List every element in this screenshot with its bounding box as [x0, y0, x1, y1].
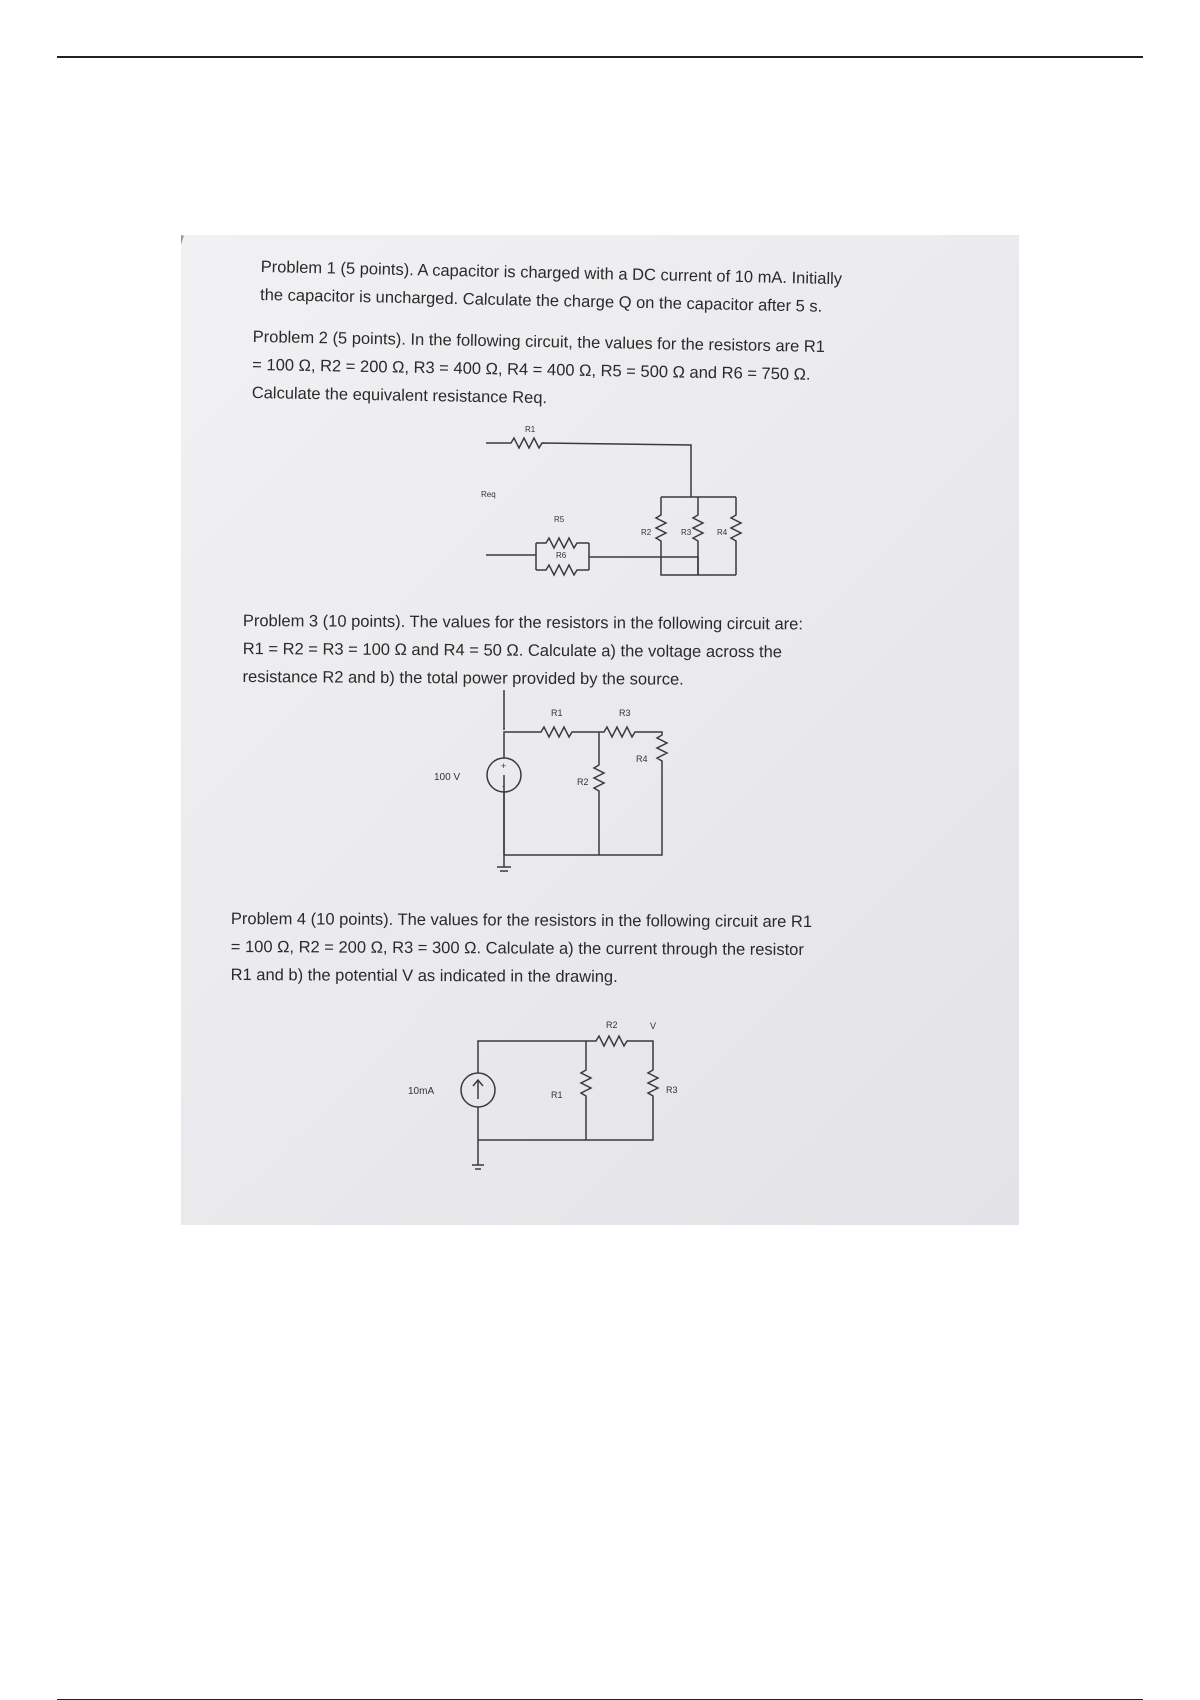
- exam-photo: [181, 235, 1019, 1225]
- source-minus-icon: -: [502, 781, 505, 791]
- circuit-3-r1-label: R1: [551, 708, 563, 718]
- problem-4-line-3: R1 and b) the potential V as indicated in the drawing.: [230, 965, 618, 987]
- problem-3-line-1: Problem 3 (10 points). The values for the resistors in the following circuit are:: [242, 611, 804, 634]
- problem-3-line-2: R1 = R2 = R3 = 100 Ω and R4 = 50 Ω. Calculate a) the voltage across the: [242, 639, 783, 662]
- circuit-4-r2-label: R2: [606, 1020, 618, 1030]
- circuit-2-req-label: Req: [481, 490, 496, 499]
- circuit-2-r5-label: R5: [554, 515, 565, 524]
- circuit-2-r6-label: R6: [556, 551, 567, 560]
- circuit-4-r3-label: R3: [666, 1085, 678, 1095]
- problem-1-line-2: the capacitor is uncharged. Calculate the charge Q on the capacitor after 5 s.: [259, 285, 823, 316]
- header-rule: [57, 56, 1143, 58]
- problem-2-line-1: Problem 2 (5 points). In the following circuit, the values for the resistors are R1: [252, 327, 826, 356]
- circuit-3-r4-label: R4: [636, 754, 648, 764]
- problem-3-line-3: resistance R2 and b) the total power provided by the source.: [242, 667, 684, 689]
- circuit-3-r3-label: R3: [619, 708, 631, 718]
- problem-2-line-3: Calculate the equivalent resistance Req.: [251, 383, 548, 408]
- circuit-3-source-label: 100 V: [434, 772, 461, 783]
- problem-2-line-2: = 100 Ω, R2 = 200 Ω, R3 = 400 Ω, R4 = 400 Ω, R5 = 500 Ω and R6 = 750 Ω.: [252, 355, 811, 384]
- circuit-4-diagram: [181, 235, 1019, 1225]
- problem-4-line-2: = 100 Ω, R2 = 200 Ω, R3 = 300 Ω. Calculate a) the current through the resistor: [230, 937, 804, 960]
- circuit-4-source-label: 10mA: [408, 1086, 435, 1097]
- circuit-2-r1-label: R1: [525, 425, 536, 434]
- problem-4-line-1: Problem 4 (10 points). The values for the resistors in the following circuit are R1: [230, 909, 813, 932]
- source-plus-icon: +: [501, 761, 507, 771]
- circuit-3-r2-label: R2: [577, 777, 589, 787]
- problem-1-line-1: Problem 1 (5 points). A capacitor is charged with a DC current of 10 mA. Initially: [260, 257, 843, 289]
- circuit-2-r3-label: R3: [681, 528, 692, 537]
- circuit-2-r2-label: R2: [641, 528, 652, 537]
- circuit-4-v-label: V: [650, 1021, 657, 1031]
- circuit-2-r4-label: R4: [717, 528, 728, 537]
- circuit-4-r1-label: R1: [551, 1090, 563, 1100]
